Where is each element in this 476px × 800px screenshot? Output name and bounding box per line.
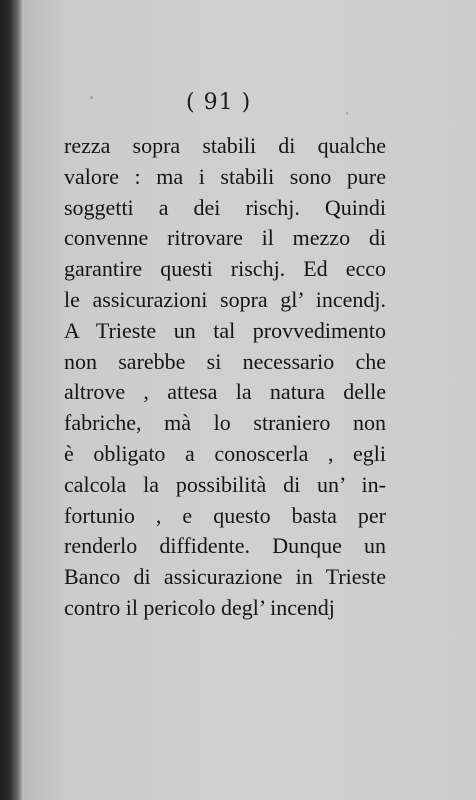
text-line: contro il pericolo degl’ incendj — [64, 594, 335, 620]
book-binding-edge — [0, 0, 22, 800]
text-line: A Trieste un tal provvedimento — [64, 317, 386, 343]
text-line: valore : ma i stabili sono pure — [64, 163, 386, 189]
page-number: ( 91 ) — [186, 90, 252, 115]
paper-speck — [90, 96, 93, 99]
text-line: fabriche, mà lo straniero non — [64, 410, 386, 436]
body-text — [64, 131, 386, 624]
text-line: calcola la possibilità di un’ in- — [64, 471, 386, 497]
text-line: garantire questi rischj. Ed ecco — [64, 256, 386, 282]
text-line: le assicurazioni sopra gl’ incendj. — [64, 286, 386, 312]
text-line: è obligato a conoscerla , egli — [64, 440, 386, 466]
text-line: fortunio , e questo basta per — [64, 502, 386, 528]
text-line: soggetti a dei rischj. Quindi — [64, 194, 386, 220]
text-line: Banco di assicurazione in Trieste — [64, 564, 386, 590]
text-line: non sarebbe si necessario che — [64, 348, 386, 374]
text-line: convenne ritrovare il mezzo di — [64, 225, 386, 251]
text-line: renderlo diffidente. Dunque un — [64, 533, 386, 559]
text-line: rezza sopra stabili di qualche — [64, 133, 386, 158]
text-line: altrove , attesa la natura delle — [64, 379, 386, 405]
paper-speck — [346, 112, 348, 115]
